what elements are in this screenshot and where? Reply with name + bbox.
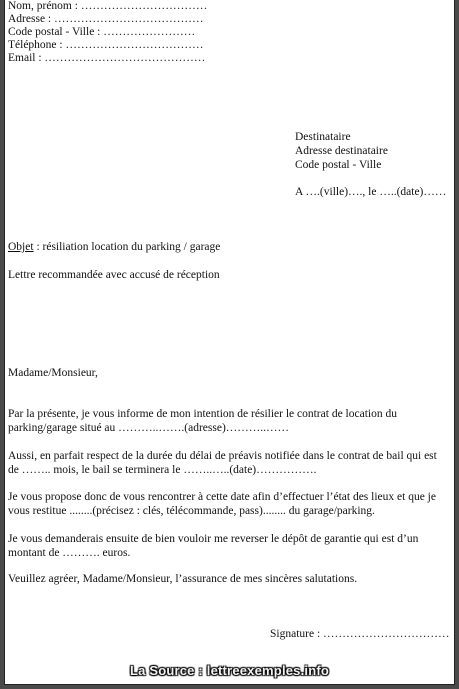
recipient-line3: Code postal - Ville <box>295 159 382 171</box>
object-line <box>8 241 220 254</box>
letter-page <box>4 0 455 685</box>
paragraph-line: Je vous demanderais ensuite de bien vouloir me reverser le dépôt de garantie qui est d’un <box>8 533 419 545</box>
paragraph-deposit <box>8 533 452 560</box>
paragraph-line: de …….. mois, le bail se terminera le ……..…..(date)……………. <box>8 463 317 476</box>
sender-block <box>8 0 207 65</box>
paragraph-intent <box>8 408 452 435</box>
paragraph-line: montant de ………. euros. <box>8 546 131 559</box>
paragraph-inspection <box>8 491 452 518</box>
signature-line: Signature : …………………………… <box>270 628 450 640</box>
object-text: : résiliation location du parking / garage <box>33 241 221 253</box>
recipient-block <box>295 131 388 173</box>
sender-email: Email : …………………………………… <box>8 52 206 64</box>
recipient-line2: Adresse destinataire <box>295 145 388 157</box>
sender-postal: Code postal - Ville : …………………… <box>8 26 196 38</box>
paragraph-line: vous restitue ........(précisez : clés, télécommande, pass)........ du garage/parking. <box>8 504 375 517</box>
date-line: A ….(ville)…., le …..(date)…… <box>295 186 447 198</box>
salutation: Madame/Monsieur, <box>8 367 98 379</box>
source-watermark: La Source : lettreexemples.info <box>129 663 330 678</box>
registered-mail-note: Lettre recommandée avec accusé de réception <box>8 269 220 281</box>
sender-address: Adresse : ………………………………… <box>8 13 204 25</box>
recipient-line1: Destinataire <box>295 131 351 143</box>
paragraph-line: Je vous propose donc de vous rencontrer à cette date afin d’effectuer l’état des lieux et que je <box>8 491 436 503</box>
paragraph-closing: Veuillez agréer, Madame/Monsieur, l’assurance de mes sincères salutations. <box>8 573 358 585</box>
paragraph-line: parking/garage situé au ………..…….(adresse)………..…… <box>8 421 290 434</box>
sender-phone: Téléphone : ……………………………… <box>8 39 204 51</box>
paragraph-line: Aussi, en parfait respect de la durée du délai de préavis notifiée dans le contrat de bail qui est <box>8 450 437 462</box>
paragraph-notice <box>8 450 452 477</box>
object-label: Objet <box>8 241 34 253</box>
sender-name: Nom, prénom : …………………………… <box>8 0 208 12</box>
paragraph-line: Par la présente, je vous informe de mon intention de résilier le contrat de location du <box>8 408 397 420</box>
